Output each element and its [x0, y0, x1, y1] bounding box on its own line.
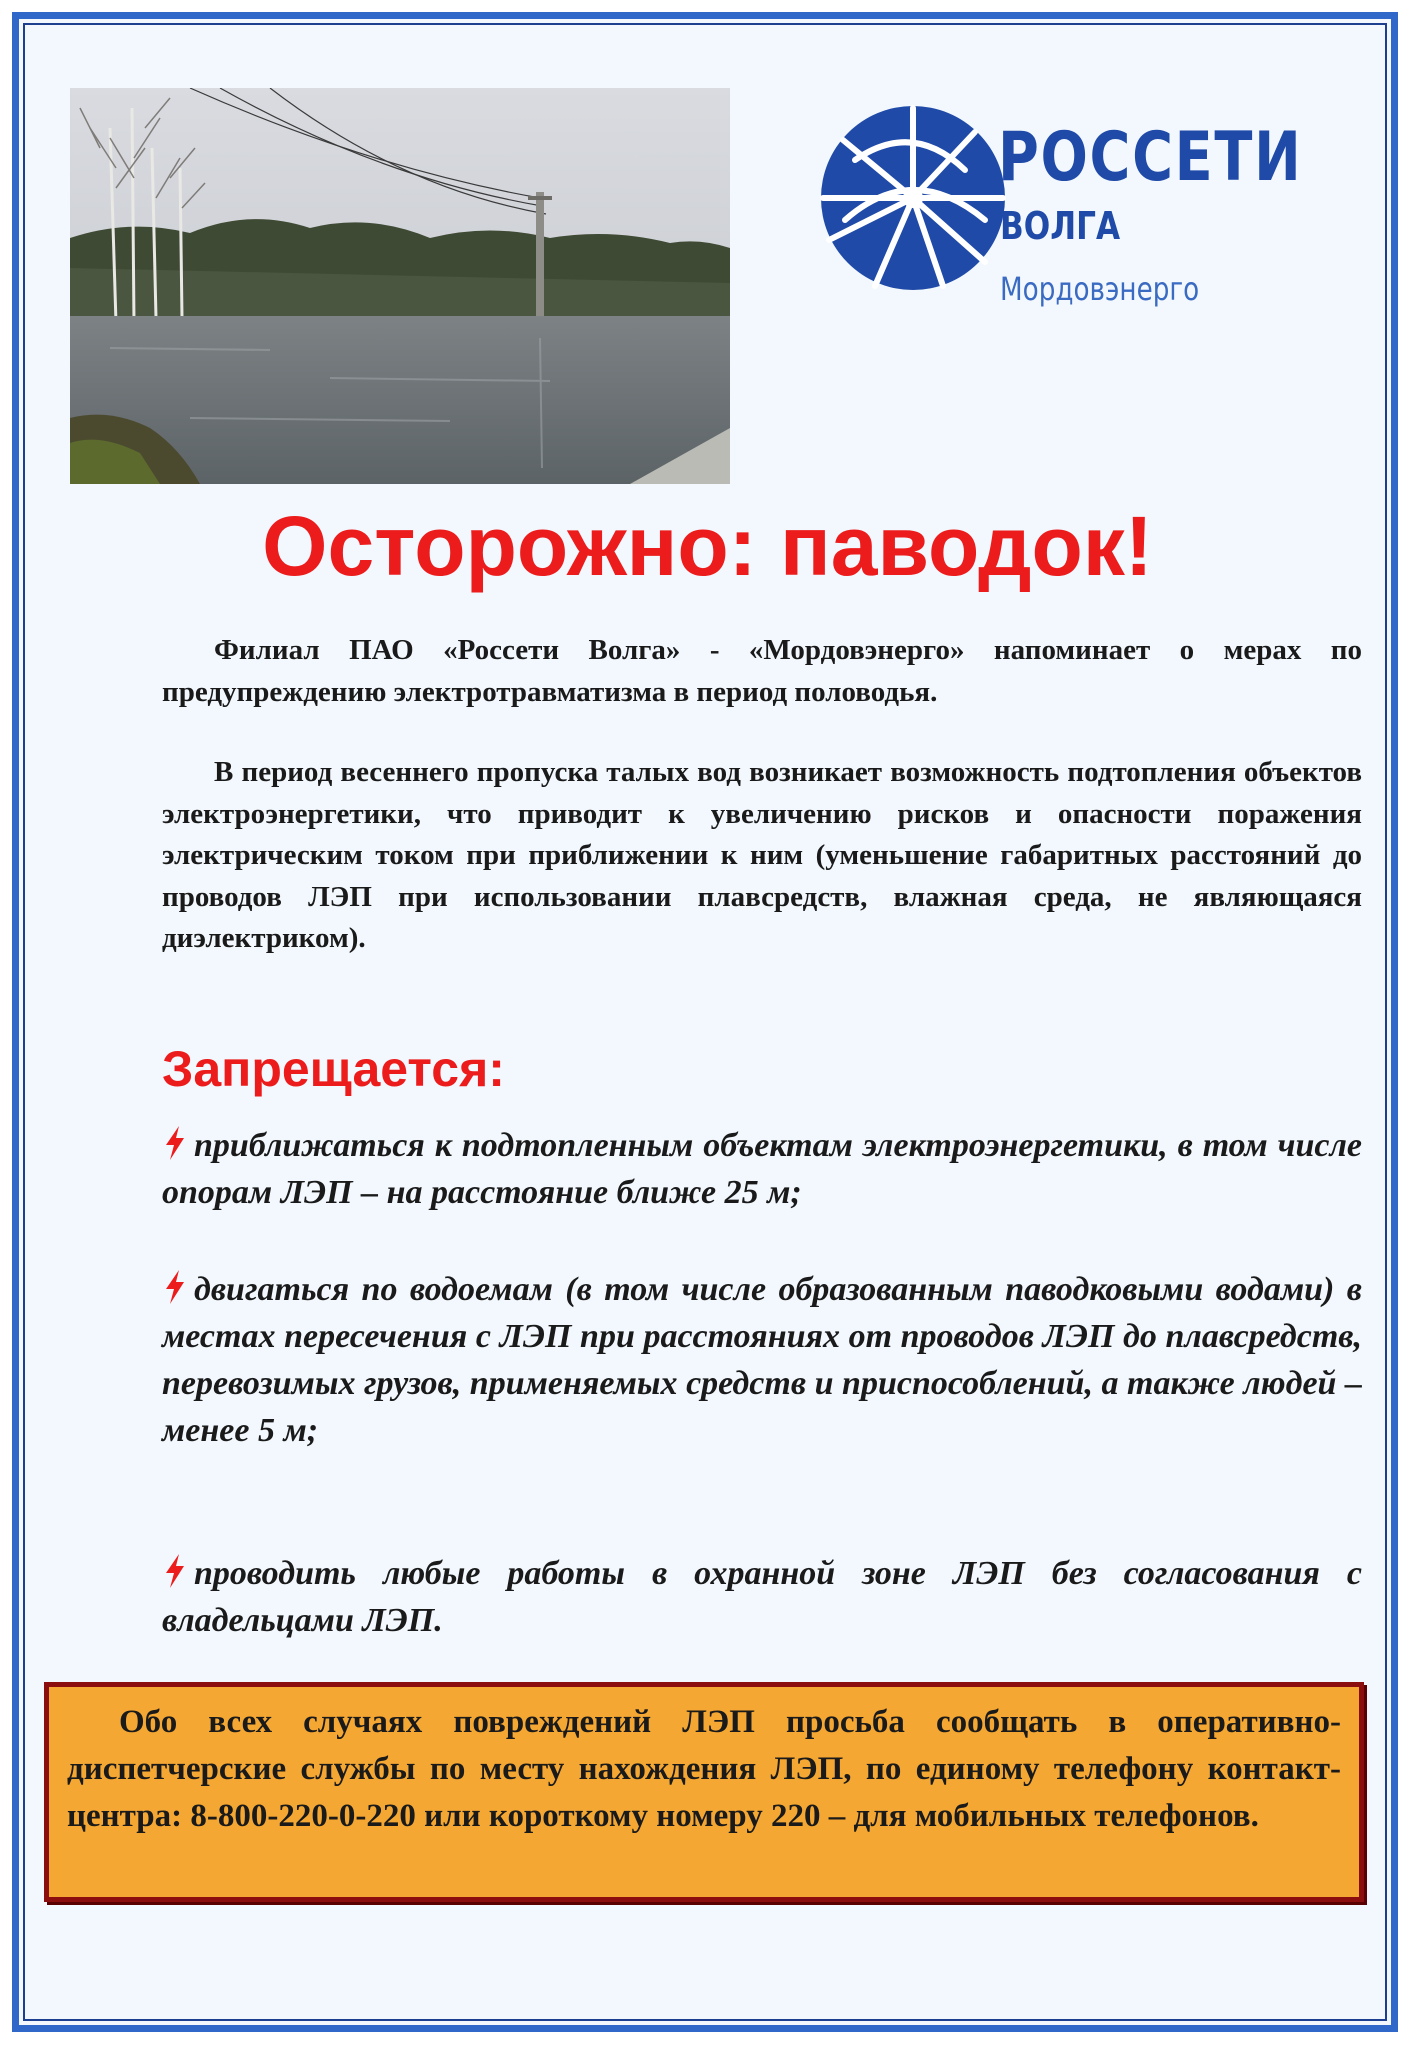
page-title: Осторожно: паводок! [262, 499, 1153, 593]
prohibited-heading: Запрещается: [162, 1041, 505, 1097]
prohibited-item-text: приближаться к подтопленным объектам электроэнергетики, в том числе опорам ЛЭП – на расстояние ближе 25 м; [162, 1127, 1362, 1211]
prohibited-item-text: проводить любые работы в охранной зоне ЛЭП без согласования с владельцами ЛЭП. [162, 1555, 1362, 1639]
lightning-bolt-icon [162, 1554, 188, 1588]
contact-notice-text: Обо всех случаях повреждений ЛЭП просьба сообщать в оперативно-диспетчерские службы по месту нахождения ЛЭП, по единому телефону контакт-центра: 8-800-220-0-220 или короткому номеру 220 – для мобильных телефонов. [67, 1704, 1341, 1834]
prohibited-item-1 [162, 1122, 1362, 1216]
flood-photo-image [70, 88, 730, 484]
prohibited-item-text: двигаться по водоемам (в том числе образованным паводковыми водами) в местах пересечения с ЛЭП при расстояниях от проводов ЛЭП до плавсредств, перевозимых грузов, применяемых средств и приспособлений, а также людей – менее 5 м; [162, 1271, 1362, 1449]
brand-subtitle: ВОЛГА [1000, 204, 1121, 248]
prohibited-item-2 [162, 1266, 1362, 1454]
body-paragraph: В период весеннего пропуска талых вод возникает возможность подтопления объектов электроэнергетики, что приводит к увеличению рисков и опасности поражения электрическим током при приближении к ним (уменьшение габаритных расстояний до проводов ЛЭП при использовании плавсредств, влажная среда, не являющаяся диэлектриком). [162, 756, 1362, 954]
lightning-bolt-icon [162, 1126, 188, 1160]
contact-notice-box [44, 1682, 1364, 1902]
lightning-bolt-icon [162, 1270, 188, 1304]
rosseti-logo [815, 100, 1335, 330]
rosseti-emblem-icon [815, 100, 1011, 296]
flood-photo [70, 88, 730, 484]
brand-branch: Мордовэнерго [1000, 270, 1200, 308]
intro-paragraph: Филиал ПАО «Россети Волга» - «Мордовэнерго» напоминает о мерах по предупреждению электротравматизма в период половодья. [162, 634, 1362, 708]
prohibited-item-3 [162, 1550, 1362, 1644]
brand-name: РОССЕТИ [998, 118, 1303, 197]
